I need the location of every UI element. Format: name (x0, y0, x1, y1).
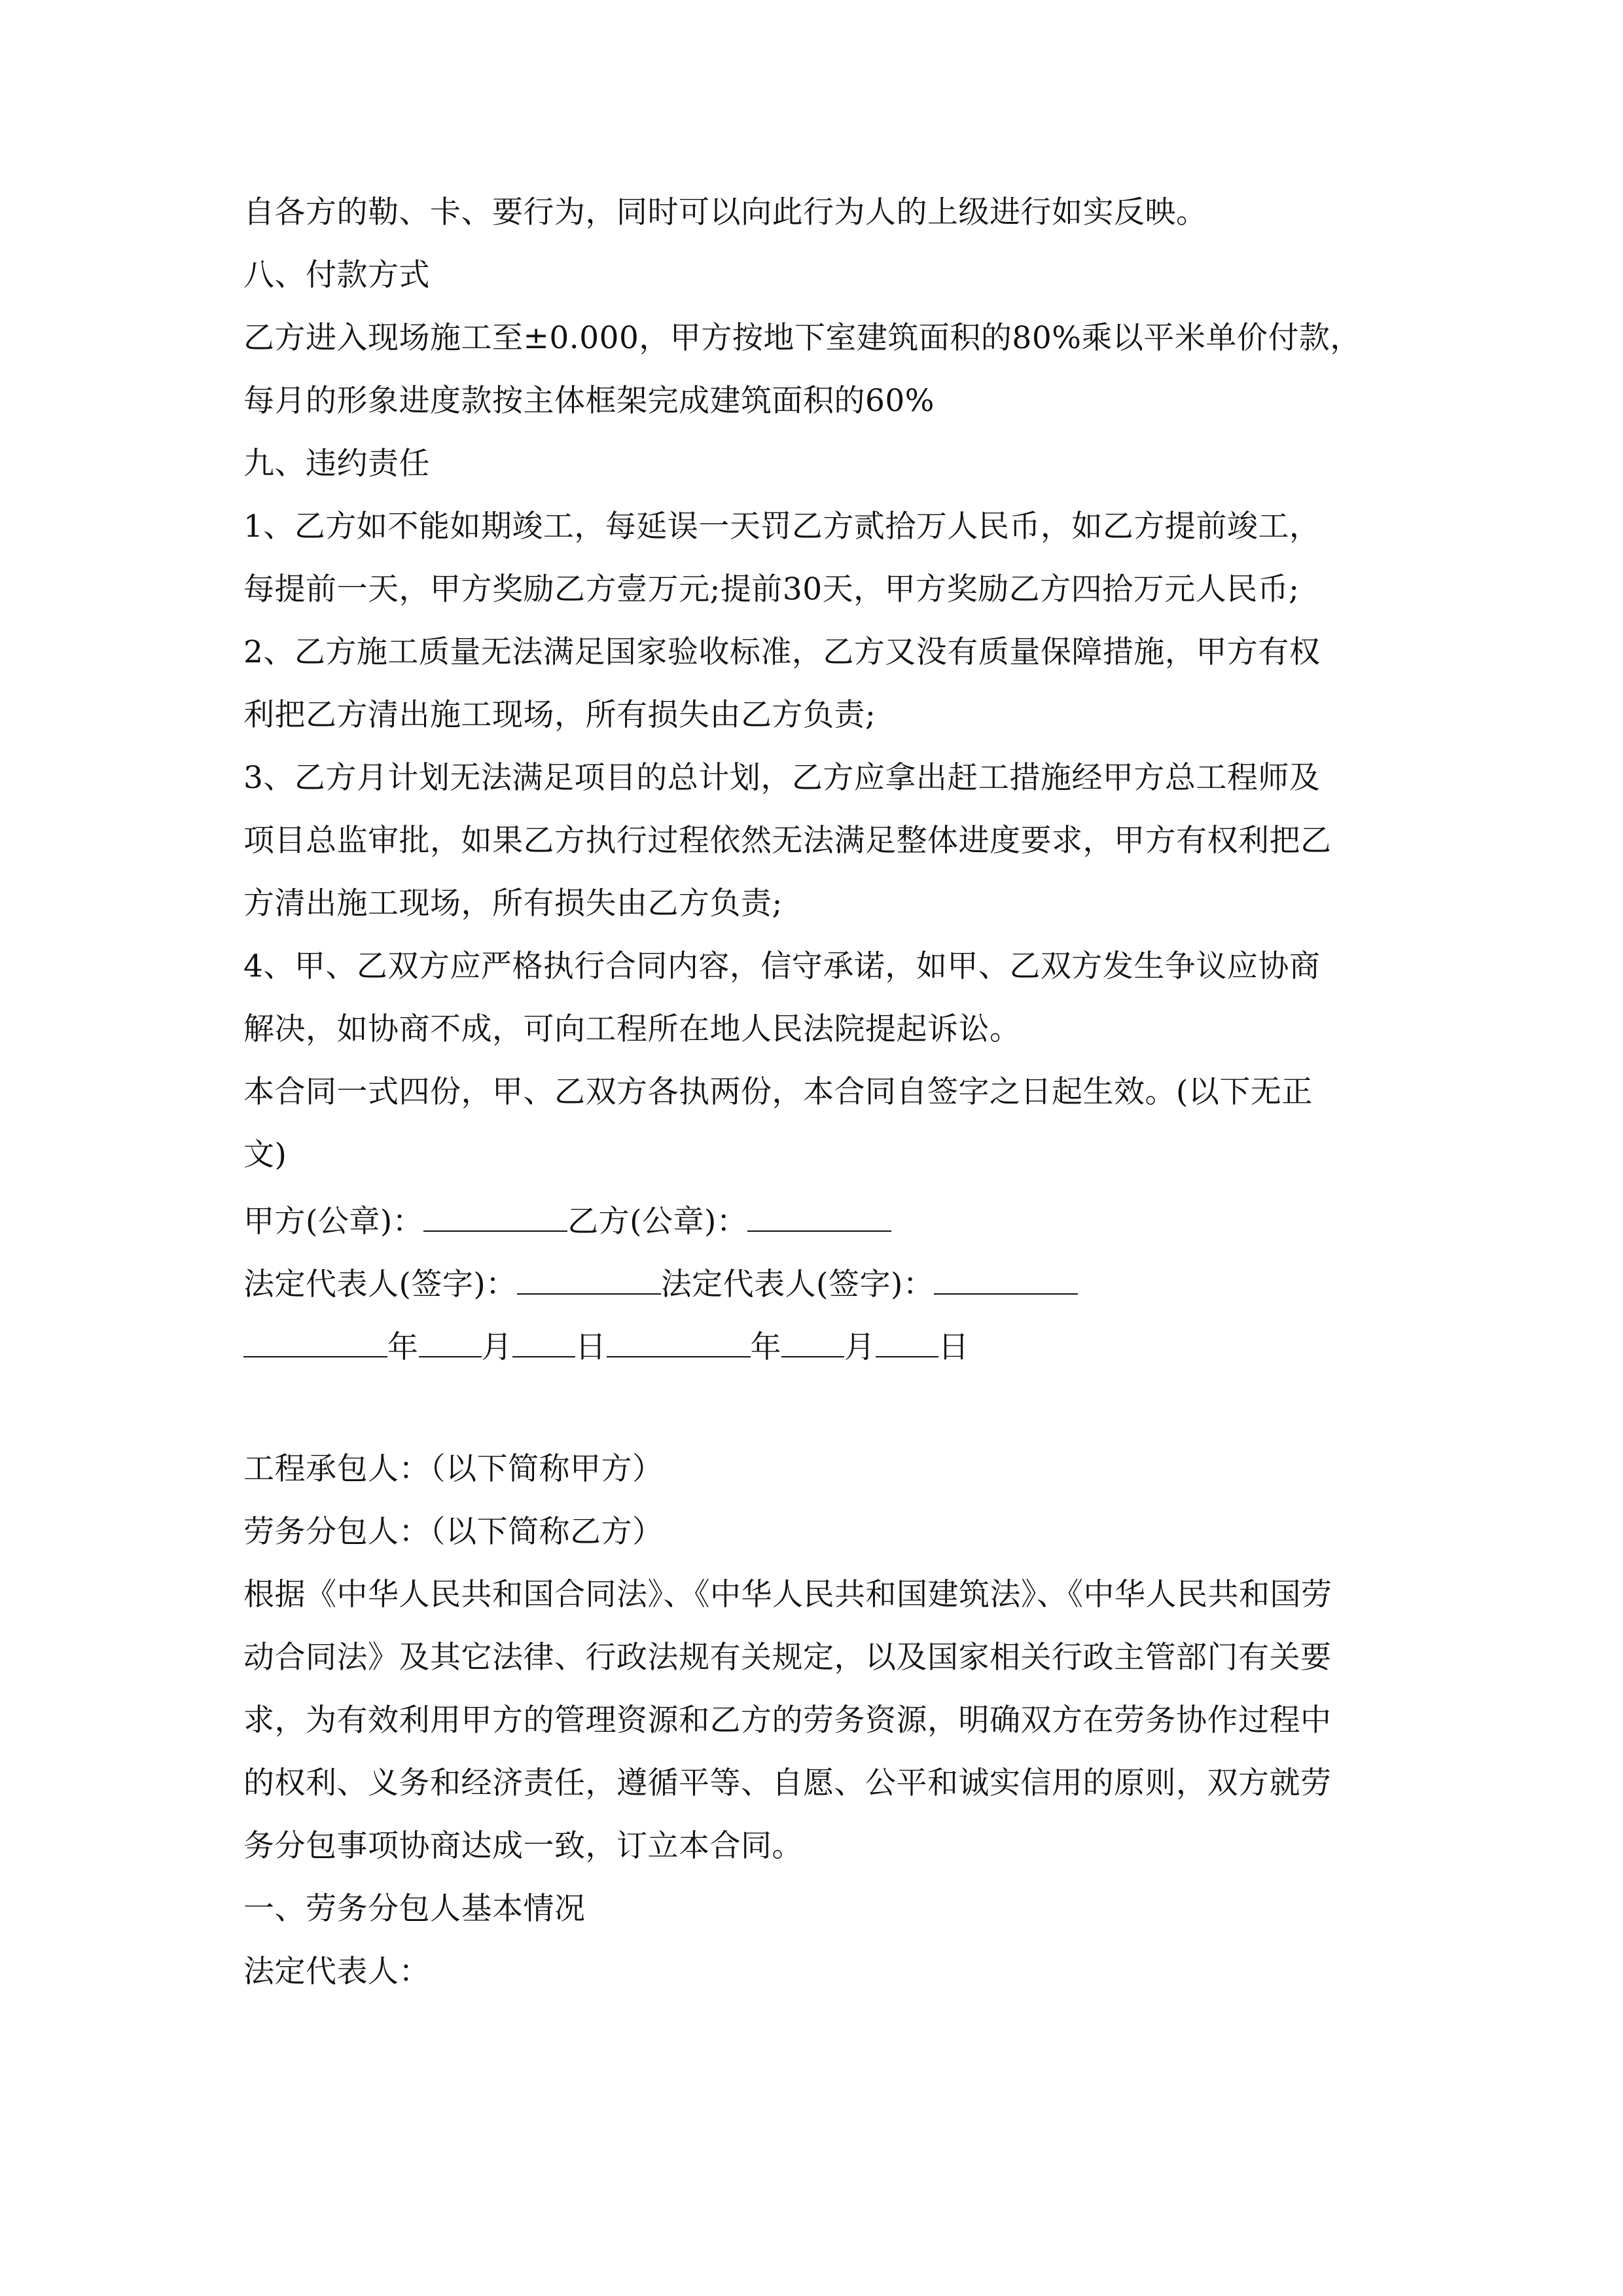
contractor-line: 工程承包人：（以下简称甲方） (243, 1451, 664, 1487)
text-line: 的权利、义务和经济责任，遵循平等、自愿、公平和诚实信用的原则，双方就劳 (243, 1765, 1332, 1801)
year-b-blank (607, 1327, 751, 1357)
text-line: 务分包事项协商达成一致，订立本合同。 (243, 1828, 803, 1864)
signature-date-row (243, 1327, 1395, 1365)
month-a-blank (419, 1327, 482, 1357)
text-line: 解决，如协商不成，可向工程所在地人民法院提起诉讼。 (243, 1011, 1021, 1047)
signature-rep-row (243, 1265, 1395, 1302)
party-a-seal-blank (423, 1202, 567, 1232)
party-b-seal-label: 乙方(公章)： (567, 1204, 748, 1240)
document-body (243, 196, 1395, 2018)
legal-representative-line: 法定代表人： (243, 1954, 430, 1990)
legal-rep-a-label: 法定代表人(签字)： (243, 1266, 517, 1302)
section-heading-subcontractor-info: 一、劳务分包人基本情况 (243, 1891, 586, 1927)
section-heading-liability: 九、违约责任 (243, 446, 430, 482)
text-line: 方清出施工现场，所有损失由乙方负责; (243, 886, 783, 922)
text-line: 项目总监审批，如果乙方执行过程依然无法满足整体进度要求，甲方有权利把乙 (243, 823, 1332, 859)
legal-rep-a-blank (517, 1265, 661, 1295)
legal-rep-b-blank (934, 1265, 1078, 1295)
text-line: 4、甲、乙双方应严格执行合同内容，信守承诺，如甲、乙双方发生争议应协商 (243, 948, 1321, 984)
day-a-blank (512, 1327, 575, 1357)
month-b-blank (781, 1327, 844, 1357)
party-a-seal-label: 甲方(公章)： (243, 1204, 424, 1240)
text-line: 利把乙方清出施工现场，所有损失由乙方负责; (243, 697, 876, 733)
section-heading-payment: 八、付款方式 (243, 257, 430, 293)
month-label: 月 (481, 1329, 512, 1365)
text-line: 动合同法》及其它法律、行政法规有关规定，以及国家相关行政主管部门有关要 (243, 1640, 1332, 1676)
text-line: 3、乙方月计划无法满足项目的总计划，乙方应拿出赶工措施经甲方总工程师及 (243, 760, 1321, 796)
text-line: 求，为有效利用甲方的管理资源和乙方的劳务资源，明确双方在劳务协作过程中 (243, 1702, 1332, 1738)
section-spacer (243, 1390, 1395, 1453)
day-b-blank (876, 1327, 938, 1357)
text-line: 每提前一天，甲方奖励乙方壹万元;提前30天，甲方奖励乙方四拾万元人民币; (243, 571, 1300, 607)
text-line: 每月的形象进度款按主体框架完成建筑面积的60% (243, 383, 935, 419)
subcontractor-line: 劳务分包人：（以下简称乙方） (243, 1514, 664, 1550)
year-a-blank (243, 1327, 387, 1357)
year-label: 年 (750, 1329, 781, 1365)
party-b-seal-blank (747, 1202, 891, 1232)
text-line: 根据《中华人民共和国合同法》、《中华人民共和国建筑法》、《中华人民共和国劳 (243, 1577, 1332, 1613)
text-line: 乙方进入现场施工至±0.000，甲方按地下室建筑面积的80%乘以平米单价付款， (243, 320, 1361, 356)
text-line: 1、乙方如不能如期竣工，每延误一天罚乙方贰拾万人民币，如乙方提前竣工， (243, 509, 1321, 545)
signature-seal-row (243, 1202, 1395, 1240)
day-label: 日 (938, 1329, 969, 1365)
year-label: 年 (387, 1329, 419, 1365)
day-label: 日 (575, 1329, 607, 1365)
legal-rep-b-label: 法定代表人(签字)： (660, 1266, 935, 1302)
text-line: 本合同一式四份，甲、乙双方各执两份，本合同自签字之日起生效。(以下无正 (243, 1074, 1313, 1110)
month-label: 月 (844, 1329, 876, 1365)
text-line: 自各方的勒、卡、要行为，同时可以向此行为人的上级进行如实反映。 (243, 194, 1207, 230)
text-line: 文) (243, 1137, 287, 1173)
text-line: 2、乙方施工质量无法满足国家验收标准，乙方又没有质量保障措施，甲方有权 (243, 634, 1321, 670)
